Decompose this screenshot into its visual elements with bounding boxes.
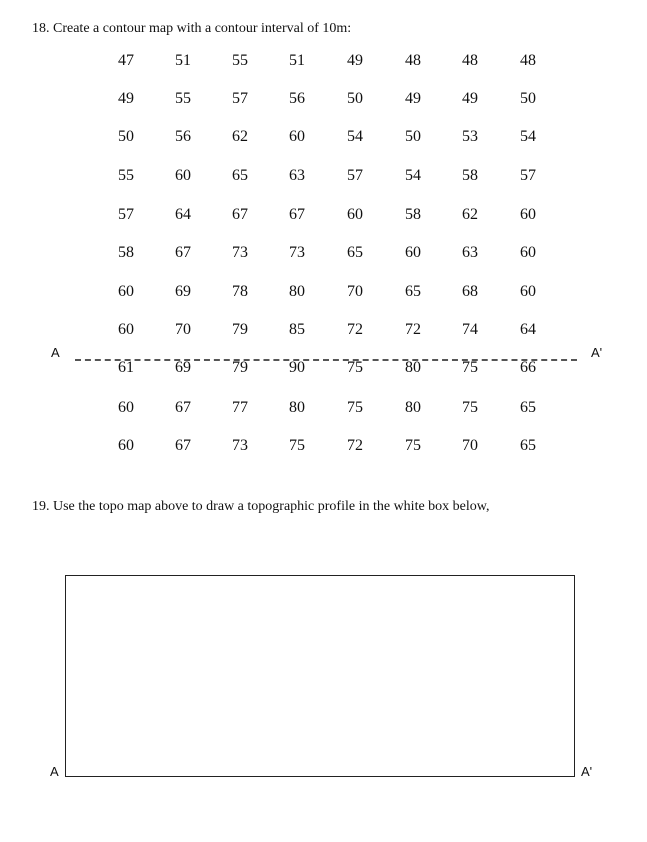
elevation-value: 49 [118, 90, 134, 107]
elevation-value: 80 [289, 399, 305, 416]
elevation-value: 56 [289, 90, 305, 107]
elevation-value: 48 [520, 52, 536, 69]
elevation-value: 60 [118, 283, 134, 300]
elevation-value: 65 [347, 244, 363, 261]
elevation-value: 75 [462, 359, 478, 376]
question-19-prompt: 19. Use the topo map above to draw a topographic profile in the white box below, [32, 499, 490, 514]
elevation-value: 51 [289, 52, 305, 69]
elevation-value: 70 [175, 321, 191, 338]
elevation-value: 74 [462, 321, 478, 338]
elevation-value: 54 [520, 128, 536, 145]
elevation-value: 65 [520, 437, 536, 454]
elevation-value: 72 [347, 321, 363, 338]
elevation-value: 60 [520, 244, 536, 261]
elevation-value: 73 [232, 437, 248, 454]
elevation-value: 67 [175, 437, 191, 454]
profile-start-label: A [51, 345, 60, 360]
elevation-value: 75 [347, 359, 363, 376]
elevation-value: 58 [405, 206, 421, 223]
elevation-value: 54 [347, 128, 363, 145]
elevation-value: 73 [232, 244, 248, 261]
elevation-value: 72 [405, 321, 421, 338]
elevation-value: 62 [462, 206, 478, 223]
elevation-value: 50 [347, 90, 363, 107]
profile-box-right-label: A' [581, 764, 593, 779]
elevation-value: 57 [347, 167, 363, 184]
elevation-value: 75 [462, 399, 478, 416]
elevation-value: 50 [405, 128, 421, 145]
elevation-value: 73 [289, 244, 305, 261]
elevation-value: 67 [232, 206, 248, 223]
elevation-value: 63 [462, 244, 478, 261]
elevation-value: 60 [118, 437, 134, 454]
elevation-value: 79 [232, 359, 248, 376]
elevation-value: 60 [347, 206, 363, 223]
profile-line-a-a-prime [75, 359, 577, 361]
elevation-value: 55 [175, 90, 191, 107]
elevation-value: 65 [405, 283, 421, 300]
elevation-value: 80 [405, 359, 421, 376]
elevation-value: 60 [520, 206, 536, 223]
elevation-value: 75 [347, 399, 363, 416]
elevation-value: 55 [232, 52, 248, 69]
elevation-value: 60 [405, 244, 421, 261]
question-18-prompt: 18. Create a contour map with a contour interval of 10m: [32, 21, 352, 36]
elevation-value: 90 [289, 359, 305, 376]
elevation-value: 57 [118, 206, 134, 223]
elevation-value: 72 [347, 437, 363, 454]
elevation-value: 47 [118, 52, 134, 69]
elevation-value: 53 [462, 128, 478, 145]
elevation-value: 60 [118, 399, 134, 416]
elevation-value: 63 [289, 167, 305, 184]
elevation-value: 51 [175, 52, 191, 69]
elevation-value: 75 [405, 437, 421, 454]
elevation-value: 58 [118, 244, 134, 261]
elevation-value: 80 [289, 283, 305, 300]
elevation-value: 66 [520, 359, 536, 376]
profile-drawing-box[interactable] [65, 575, 575, 777]
elevation-value: 49 [462, 90, 478, 107]
elevation-value: 56 [175, 128, 191, 145]
elevation-value: 75 [289, 437, 305, 454]
elevation-value: 70 [347, 283, 363, 300]
elevation-value: 49 [347, 52, 363, 69]
elevation-value: 55 [118, 167, 134, 184]
elevation-value: 85 [289, 321, 305, 338]
elevation-value: 60 [118, 321, 134, 338]
elevation-value: 60 [175, 167, 191, 184]
elevation-value: 50 [118, 128, 134, 145]
elevation-value: 77 [232, 399, 248, 416]
elevation-value: 60 [520, 283, 536, 300]
elevation-value: 67 [289, 206, 305, 223]
profile-end-label: A' [591, 345, 603, 360]
elevation-value: 50 [520, 90, 536, 107]
elevation-value: 60 [289, 128, 305, 145]
elevation-value: 78 [232, 283, 248, 300]
elevation-value: 80 [405, 399, 421, 416]
elevation-value: 67 [175, 399, 191, 416]
elevation-value: 65 [520, 399, 536, 416]
elevation-value: 69 [175, 359, 191, 376]
elevation-value: 49 [405, 90, 421, 107]
elevation-value: 64 [520, 321, 536, 338]
elevation-value: 70 [462, 437, 478, 454]
elevation-value: 48 [462, 52, 478, 69]
profile-box-left-label: A [50, 764, 59, 779]
elevation-value: 67 [175, 244, 191, 261]
elevation-value: 79 [232, 321, 248, 338]
elevation-value: 65 [232, 167, 248, 184]
elevation-value: 48 [405, 52, 421, 69]
elevation-value: 69 [175, 283, 191, 300]
elevation-value: 68 [462, 283, 478, 300]
elevation-value: 57 [232, 90, 248, 107]
elevation-value: 58 [462, 167, 478, 184]
elevation-value: 57 [520, 167, 536, 184]
elevation-value: 61 [118, 359, 134, 376]
elevation-value: 64 [175, 206, 191, 223]
elevation-value: 54 [405, 167, 421, 184]
elevation-value: 62 [232, 128, 248, 145]
